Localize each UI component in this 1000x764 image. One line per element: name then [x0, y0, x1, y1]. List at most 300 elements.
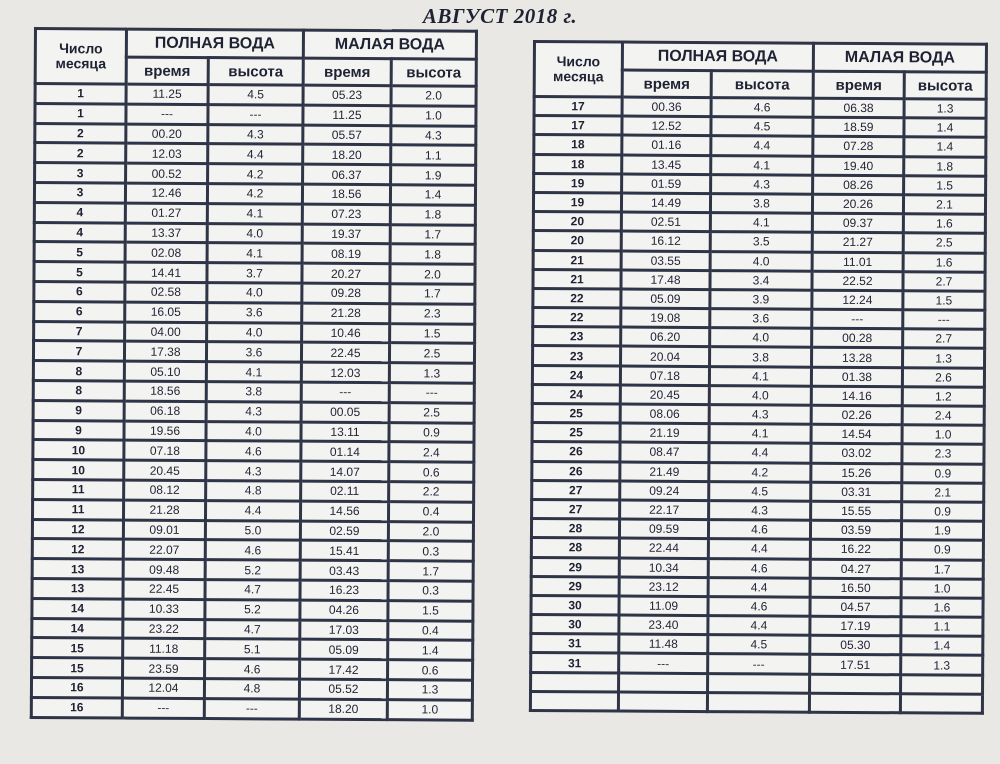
day-cell: 23	[533, 327, 621, 347]
high-time-cell: 02.08	[125, 242, 207, 262]
day-cell: 23	[533, 346, 621, 366]
high-time-cell: 13.37	[125, 223, 207, 243]
low-height-cell: 2.3	[902, 444, 984, 464]
day-cell: 22	[533, 308, 621, 328]
high-height-cell: 4.1	[709, 424, 811, 444]
high-time-cell: 14.41	[125, 262, 207, 282]
high-height-cell: 4.6	[205, 540, 300, 560]
day-cell: 27	[532, 480, 620, 500]
day-cell: 20	[533, 212, 621, 232]
low-time-cell: 22.52	[812, 271, 903, 291]
table-body-left	[31, 84, 476, 720]
high-time-cell: 00.36	[622, 97, 711, 117]
table-row	[33, 460, 474, 482]
high-height-cell: 4.4	[205, 500, 300, 520]
day-cell: 30	[531, 595, 619, 615]
header-low-water: МАЛАЯ ВОДА	[303, 30, 476, 59]
high-time-cell: 19.08	[621, 308, 710, 328]
low-time-cell: 05.30	[810, 635, 901, 655]
high-time-cell: 07.18	[620, 366, 709, 386]
high-height-cell: 4.6	[708, 520, 810, 540]
day-cell: 24	[532, 365, 620, 385]
high-height-cell: 4.1	[207, 243, 302, 263]
high-height-cell: 4.7	[205, 579, 300, 599]
day-cell	[530, 691, 618, 711]
high-time-cell: 14.49	[621, 193, 710, 213]
low-time-cell: 22.45	[301, 342, 389, 362]
low-height-cell: 1.4	[904, 118, 986, 138]
low-time-cell	[809, 693, 900, 713]
low-height-cell: 1.7	[390, 224, 475, 244]
tide-table-right	[529, 40, 988, 715]
day-cell: 12	[32, 539, 123, 559]
low-height-cell: 2.6	[902, 367, 984, 387]
header-high-height: высота	[208, 58, 303, 86]
high-time-cell: 12.04	[122, 678, 204, 698]
low-height-cell: 0.3	[388, 581, 473, 601]
high-time-cell: 11.25	[126, 84, 208, 104]
high-time-cell: 20.04	[621, 346, 710, 366]
low-time-cell: 05.52	[299, 679, 387, 699]
header-low-time: время	[303, 58, 391, 86]
day-cell	[531, 672, 619, 692]
high-time-cell: 17.38	[124, 341, 206, 361]
low-time-cell: 14.16	[811, 386, 902, 406]
header-low-water: МАЛАЯ ВОДА	[813, 43, 986, 72]
low-height-cell: 1.3	[903, 348, 985, 368]
day-cell: 16	[31, 677, 122, 697]
header-high-water: ПОЛНАЯ ВОДА	[126, 29, 303, 58]
low-time-cell: 09.28	[302, 283, 390, 303]
day-cell: 8	[33, 380, 124, 400]
low-time-cell: 15.26	[811, 463, 902, 483]
high-height-cell: 3.6	[207, 302, 302, 322]
high-time-cell: 21.19	[620, 423, 709, 443]
high-time-cell: 16.12	[621, 231, 710, 251]
low-height-cell: 0.6	[389, 462, 474, 482]
table-row	[35, 123, 476, 145]
high-time-cell: 21.28	[123, 500, 205, 520]
low-height-cell: 0.9	[389, 422, 474, 442]
low-time-cell: 03.59	[810, 520, 901, 540]
high-height-cell: 4.2	[709, 462, 811, 482]
low-height-cell: 0.9	[901, 540, 983, 560]
table-row	[35, 84, 476, 106]
high-time-cell: 08.47	[620, 442, 709, 462]
low-time-cell: 16.50	[810, 578, 901, 598]
high-time-cell: 23.40	[619, 615, 708, 635]
low-time-cell: 06.38	[813, 98, 904, 118]
high-height-cell: 5.0	[205, 520, 300, 540]
low-height-cell: 1.5	[903, 291, 985, 311]
header-day: Число месяца	[35, 29, 126, 85]
high-time-cell	[618, 692, 707, 712]
low-height-cell: 2.7	[903, 271, 985, 291]
high-height-cell: ---	[204, 698, 299, 718]
low-height-cell: 1.3	[904, 99, 986, 119]
day-cell: 29	[531, 557, 619, 577]
low-time-cell: 01.38	[811, 367, 902, 387]
day-cell: 11	[32, 499, 123, 519]
low-height-cell: 1.6	[903, 214, 985, 234]
high-height-cell: 3.5	[710, 232, 812, 252]
tide-table-left	[30, 27, 478, 721]
low-time-cell: 17.03	[300, 620, 388, 640]
table-row	[31, 677, 472, 699]
low-time-cell: 08.26	[813, 175, 904, 195]
low-height-cell: 1.5	[390, 323, 475, 343]
low-time-cell: 04.26	[300, 600, 388, 620]
low-height-cell: 4.3	[391, 125, 476, 145]
low-height-cell	[901, 674, 983, 694]
day-cell: 21	[533, 269, 621, 289]
day-cell: 5	[34, 242, 125, 262]
low-time-cell	[810, 674, 901, 694]
low-time-cell: 04.57	[810, 597, 901, 617]
low-time-cell: 02.26	[811, 405, 902, 425]
high-time-cell: 06.18	[124, 401, 206, 421]
day-cell: 31	[531, 634, 619, 654]
high-time-cell: 01.16	[622, 135, 711, 155]
low-time-cell: 07.23	[302, 204, 390, 224]
header-high-water: ПОЛНАЯ ВОДА	[622, 42, 813, 71]
high-height-cell: 3.6	[206, 342, 301, 362]
low-time-cell: 18.20	[303, 145, 391, 165]
low-time-cell: 20.26	[812, 194, 903, 214]
low-time-cell: 15.41	[300, 540, 388, 560]
high-height-cell: 4.1	[711, 155, 813, 175]
low-height-cell: 2.1	[903, 195, 985, 215]
high-time-cell: 05.10	[124, 361, 206, 381]
high-height-cell: 3.6	[710, 309, 812, 329]
low-time-cell: 06.37	[303, 164, 391, 184]
low-height-cell: 2.0	[388, 521, 473, 541]
high-height-cell: 4.0	[207, 223, 302, 243]
high-time-cell: 01.59	[622, 174, 711, 194]
header-high-height: высота	[711, 71, 813, 99]
high-time-cell: 23.22	[123, 619, 205, 639]
high-time-cell: 12.03	[126, 143, 208, 163]
day-cell: 25	[532, 404, 620, 424]
table-row	[33, 440, 474, 462]
low-time-cell: 00.28	[812, 328, 903, 348]
day-cell: 13	[32, 559, 123, 579]
table-row	[34, 222, 475, 244]
high-height-cell: 4.6	[206, 441, 301, 461]
header-low-time: время	[813, 71, 904, 99]
low-height-cell: 1.4	[901, 636, 983, 656]
low-height-cell: 2.5	[389, 402, 474, 422]
high-time-cell: 10.33	[123, 599, 205, 619]
day-cell: 14	[32, 618, 123, 638]
low-height-cell: 1.7	[901, 559, 983, 579]
day-cell: 19	[533, 192, 621, 212]
low-height-cell: 1.8	[390, 204, 475, 224]
high-time-cell: 09.01	[123, 520, 205, 540]
header-day: Число месяца	[534, 42, 622, 98]
low-height-cell: 1.3	[389, 363, 474, 383]
low-height-cell: 1.4	[388, 640, 473, 660]
high-height-cell: 3.9	[710, 289, 812, 309]
low-height-cell: 2.4	[389, 442, 474, 462]
table-row	[33, 400, 474, 422]
high-height-cell: 4.0	[710, 328, 812, 348]
high-time-cell: 05.09	[621, 289, 710, 309]
day-cell: 14	[32, 598, 123, 618]
low-height-cell: 1.6	[901, 598, 983, 618]
header-high-time: время	[622, 70, 711, 98]
table-row	[35, 163, 476, 185]
low-time-cell: 00.05	[301, 402, 389, 422]
day-cell: 25	[532, 423, 620, 443]
header-high-time: время	[126, 57, 208, 85]
low-height-cell: 2.5	[389, 343, 474, 363]
low-time-cell: 15.55	[811, 501, 902, 521]
day-cell: 17	[534, 97, 622, 117]
high-time-cell: 06.20	[621, 327, 710, 347]
high-height-cell: 4.5	[208, 85, 303, 105]
high-height-cell: 4.3	[709, 501, 811, 521]
low-height-cell: 1.9	[391, 165, 476, 185]
low-time-cell: 02.59	[300, 521, 388, 541]
day-cell: 27	[532, 499, 620, 519]
high-height-cell: 4.7	[205, 619, 300, 639]
high-height-cell: 4.5	[708, 635, 810, 655]
table-body-right	[530, 97, 986, 714]
high-time-cell: 12.46	[125, 183, 207, 203]
low-height-cell: 1.1	[391, 145, 476, 165]
high-time-cell: 08.12	[124, 480, 206, 500]
table-row	[35, 103, 476, 125]
day-cell: 10	[33, 460, 124, 480]
high-time-cell: 22.44	[619, 538, 708, 558]
high-time-cell: 16.05	[125, 302, 207, 322]
day-cell: 11	[33, 479, 124, 499]
high-time-cell: 20.45	[620, 385, 709, 405]
day-cell: 15	[32, 638, 123, 658]
low-time-cell: 16.23	[300, 580, 388, 600]
low-height-cell: 1.6	[903, 252, 985, 272]
low-height-cell	[900, 694, 982, 714]
low-height-cell: ---	[389, 383, 474, 403]
low-time-cell: 08.19	[302, 244, 390, 264]
low-time-cell: ---	[812, 309, 903, 329]
day-cell: 7	[33, 341, 124, 361]
low-time-cell: 04.27	[810, 559, 901, 579]
day-cell: 3	[34, 182, 125, 202]
low-height-cell: 1.8	[904, 156, 986, 176]
low-time-cell: 14.07	[301, 461, 389, 481]
high-time-cell: 17.48	[621, 270, 710, 290]
low-time-cell: 07.28	[813, 137, 904, 157]
header-low-height: высота	[391, 59, 476, 87]
table-row	[33, 479, 474, 501]
day-cell: 13	[32, 578, 123, 598]
low-height-cell: 1.4	[390, 185, 475, 205]
low-time-cell: 05.57	[303, 125, 391, 145]
table-row	[32, 578, 473, 600]
low-time-cell: 18.59	[813, 117, 904, 137]
high-height-cell: 4.2	[208, 164, 303, 184]
low-time-cell: 14.56	[300, 501, 388, 521]
high-height-cell: 4.1	[207, 203, 302, 223]
high-time-cell: 22.17	[620, 500, 709, 520]
low-height-cell: 1.8	[390, 244, 475, 264]
high-time-cell: 09.24	[620, 481, 709, 501]
high-height-cell: 4.6	[711, 98, 813, 118]
high-height-cell: 4.5	[711, 117, 813, 137]
table-row	[530, 691, 982, 713]
low-time-cell: 19.40	[813, 156, 904, 176]
high-height-cell: 4.4	[708, 577, 810, 597]
low-time-cell: 14.54	[811, 424, 902, 444]
low-height-cell: 0.3	[388, 541, 473, 561]
table-row	[32, 638, 473, 660]
low-height-cell: 0.6	[388, 660, 473, 680]
low-height-cell: 2.3	[390, 303, 475, 323]
day-cell: 30	[531, 615, 619, 635]
high-height-cell: 4.0	[207, 322, 302, 342]
table-row	[32, 598, 473, 620]
high-time-cell: 23.59	[123, 658, 205, 678]
low-height-cell: 2.4	[902, 406, 984, 426]
high-time-cell: 09.59	[619, 519, 708, 539]
low-height-cell: 0.4	[388, 501, 473, 521]
low-time-cell: 17.42	[300, 659, 388, 679]
table-row	[33, 380, 474, 402]
day-cell: 2	[35, 123, 126, 143]
low-height-cell: 0.9	[902, 502, 984, 522]
day-cell: 16	[31, 697, 122, 717]
day-cell: 4	[34, 222, 125, 242]
low-height-cell: 2.7	[903, 329, 985, 349]
high-height-cell: 3.4	[710, 270, 812, 290]
day-cell: 24	[532, 384, 620, 404]
low-time-cell: 13.28	[812, 348, 903, 368]
table-row	[32, 539, 473, 561]
high-time-cell: 02.51	[621, 212, 710, 232]
day-cell: 28	[531, 538, 619, 558]
day-cell: 20	[533, 231, 621, 251]
high-height-cell: 5.2	[205, 599, 300, 619]
low-height-cell: 1.0	[901, 578, 983, 598]
low-time-cell: 21.28	[302, 303, 390, 323]
high-time-cell	[619, 673, 708, 693]
low-time-cell: 10.46	[302, 323, 390, 343]
high-height-cell: 4.4	[708, 539, 810, 559]
high-height-cell: 4.6	[708, 596, 810, 616]
header-low-height: высота	[904, 72, 986, 100]
table-row	[32, 559, 473, 581]
high-height-cell: 4.4	[709, 443, 811, 463]
day-cell: 29	[531, 576, 619, 596]
page-title: АВГУСТ 2018 г.	[422, 4, 578, 28]
high-time-cell: ---	[122, 698, 204, 718]
high-height-cell: 4.3	[208, 124, 303, 144]
low-height-cell: 1.0	[902, 425, 984, 445]
high-time-cell: 19.56	[124, 421, 206, 441]
low-height-cell: 1.7	[390, 284, 475, 304]
high-height-cell: 3.8	[206, 382, 301, 402]
day-cell: 9	[33, 420, 124, 440]
high-height-cell: 4.2	[207, 184, 302, 204]
table-row	[32, 618, 473, 640]
low-time-cell: 01.14	[301, 441, 389, 461]
day-cell: 17	[534, 116, 622, 136]
high-time-cell: 09.48	[123, 559, 205, 579]
high-height-cell: 4.0	[710, 251, 812, 271]
low-height-cell: 0.4	[388, 620, 473, 640]
high-height-cell: 4.6	[205, 659, 300, 679]
day-cell: 28	[531, 519, 619, 539]
high-time-cell: 03.55	[621, 251, 710, 271]
day-cell: 26	[532, 461, 620, 481]
low-height-cell: 2.0	[391, 86, 476, 106]
low-height-cell: ---	[903, 310, 985, 330]
high-time-cell: 10.34	[619, 558, 708, 578]
high-height-cell: 4.5	[709, 481, 811, 501]
high-time-cell: 01.27	[125, 203, 207, 223]
high-height-cell: 4.4	[208, 144, 303, 164]
high-height-cell: 4.0	[709, 385, 811, 405]
table-row	[33, 341, 474, 363]
high-height-cell: 4.0	[207, 283, 302, 303]
high-height-cell	[707, 692, 809, 712]
high-height-cell	[708, 673, 810, 693]
low-time-cell: 20.27	[302, 263, 390, 283]
low-time-cell: 12.24	[812, 290, 903, 310]
day-cell: 18	[534, 135, 622, 155]
day-cell: 6	[34, 281, 125, 301]
high-time-cell: 11.09	[619, 596, 708, 616]
high-time-cell: 23.12	[619, 577, 708, 597]
day-cell: 18	[534, 154, 622, 174]
high-height-cell: 4.8	[206, 480, 301, 500]
day-cell: 8	[33, 361, 124, 381]
high-height-cell: 4.6	[708, 558, 810, 578]
low-height-cell: 1.0	[391, 105, 476, 125]
low-height-cell: 1.2	[902, 387, 984, 407]
high-height-cell: 4.0	[206, 421, 301, 441]
table-row	[34, 281, 475, 303]
high-time-cell: 07.18	[124, 440, 206, 460]
high-height-cell: 4.3	[206, 461, 301, 481]
high-time-cell: 13.45	[622, 155, 711, 175]
low-height-cell: 2.1	[902, 483, 984, 503]
high-time-cell: 04.00	[125, 322, 207, 342]
low-time-cell: 03.31	[811, 482, 902, 502]
high-height-cell: 4.1	[206, 362, 301, 382]
day-cell: 2	[35, 143, 126, 163]
day-cell: 22	[533, 288, 621, 308]
low-time-cell: 13.11	[301, 422, 389, 442]
day-cell: 6	[34, 301, 125, 321]
high-height-cell: 4.8	[204, 678, 299, 698]
day-cell: 12	[32, 519, 123, 539]
high-height-cell: ---	[208, 104, 303, 124]
high-height-cell: 4.3	[711, 174, 813, 194]
high-time-cell: ---	[126, 104, 208, 124]
day-cell: 4	[34, 202, 125, 222]
high-time-cell: 22.07	[123, 539, 205, 559]
high-time-cell: 22.45	[123, 579, 205, 599]
low-height-cell: 1.3	[387, 680, 472, 700]
low-time-cell: 17.19	[810, 616, 901, 636]
low-height-cell: 1.5	[904, 176, 986, 196]
table-row	[32, 658, 473, 680]
low-height-cell: 1.4	[904, 137, 986, 157]
low-height-cell: 2.5	[903, 233, 985, 253]
